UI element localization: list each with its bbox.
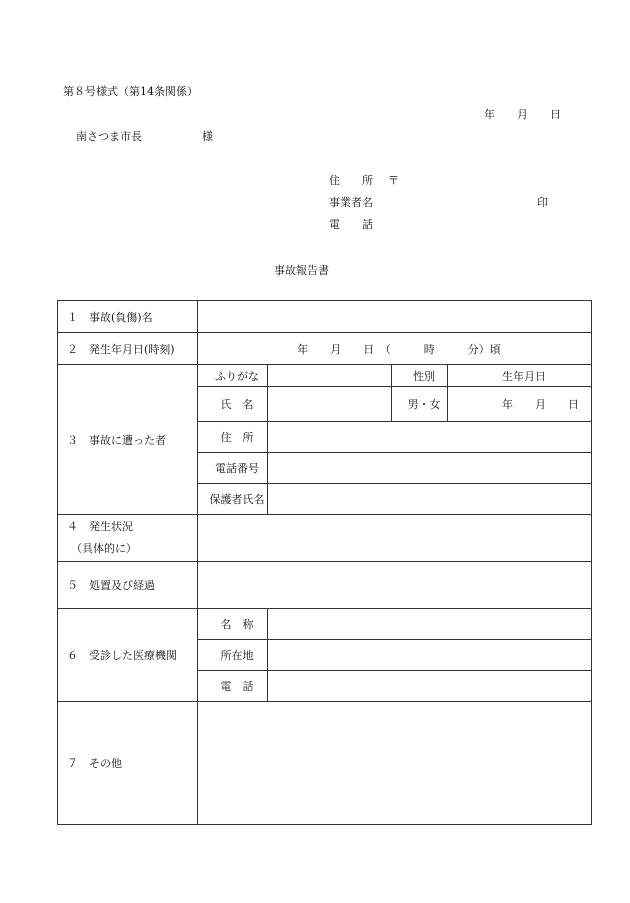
row-furigana	[58, 365, 592, 387]
document-title: 事故報告書	[274, 264, 329, 277]
business-name-label: 事業者名	[329, 196, 373, 209]
applicant-phone-label: 電 話	[329, 218, 373, 231]
report-table	[57, 300, 592, 825]
applicant-address-label: 住 所	[329, 174, 373, 187]
birthdate-field[interactable]: 年 月 日	[448, 387, 592, 422]
circumstances-sublabel: （具体的に）	[71, 542, 137, 555]
clinic-location-label: 所在地	[198, 640, 268, 671]
row-accident-name	[58, 301, 592, 333]
row-treatment	[58, 562, 592, 609]
accident-name-label: １ 事故(負傷)名	[58, 301, 198, 333]
row-occurrence-date	[58, 333, 592, 365]
occurrence-date-field[interactable]: 年 月 日 （ 時 分）頃	[198, 333, 592, 365]
treatment-label: ５ 処置及び経過	[58, 562, 198, 609]
clinic-name-field[interactable]	[268, 609, 592, 640]
row-clinic-name	[58, 609, 592, 640]
victim-address-label: 住 所	[198, 422, 268, 453]
victim-phone-field[interactable]	[268, 453, 592, 484]
accident-name-field[interactable]	[198, 301, 592, 333]
furigana-label: ふりがな	[198, 365, 268, 387]
seal-mark: 印	[537, 196, 548, 209]
other-field[interactable]	[198, 702, 592, 825]
furigana-field[interactable]	[268, 365, 392, 387]
circumstances-field[interactable]	[198, 515, 592, 562]
victim-phone-label: 電話番号	[198, 453, 268, 484]
victim-label: ３ 事故に遭った者	[58, 365, 198, 515]
clinic-phone-label: 電 話	[198, 671, 268, 702]
victim-name-field[interactable]	[268, 387, 392, 422]
date-line: 年 月 日	[484, 108, 561, 121]
other-label: ７ その他	[58, 702, 198, 825]
occurrence-date-label: ２ 発生年月日(時刻)	[58, 333, 198, 365]
circumstances-label-cell	[58, 515, 198, 562]
victim-name-label: 氏 名	[198, 387, 268, 422]
row-other	[58, 702, 592, 825]
recipient-honorific: 様	[202, 130, 213, 143]
circumstances-label: ４ 発生状況	[67, 520, 133, 533]
postal-mark: 〒	[388, 174, 399, 187]
gender-label: 性別	[392, 365, 448, 387]
guardian-field[interactable]	[268, 484, 592, 515]
recipient: 南さつま市長	[76, 130, 142, 143]
victim-address-field[interactable]	[268, 422, 592, 453]
guardian-label: 保護者氏名	[198, 484, 268, 515]
clinic-phone-field[interactable]	[268, 671, 592, 702]
clinic-location-field[interactable]	[268, 640, 592, 671]
clinic-label: ６ 受診した医療機関	[58, 609, 198, 702]
treatment-field[interactable]	[198, 562, 592, 609]
form-number: 第８号様式（第14条関係）	[63, 85, 198, 98]
row-circumstances	[58, 515, 592, 562]
clinic-name-label: 名 称	[198, 609, 268, 640]
gender-choice[interactable]: 男・女	[392, 387, 448, 422]
birthdate-label: 生年月日	[448, 365, 592, 387]
